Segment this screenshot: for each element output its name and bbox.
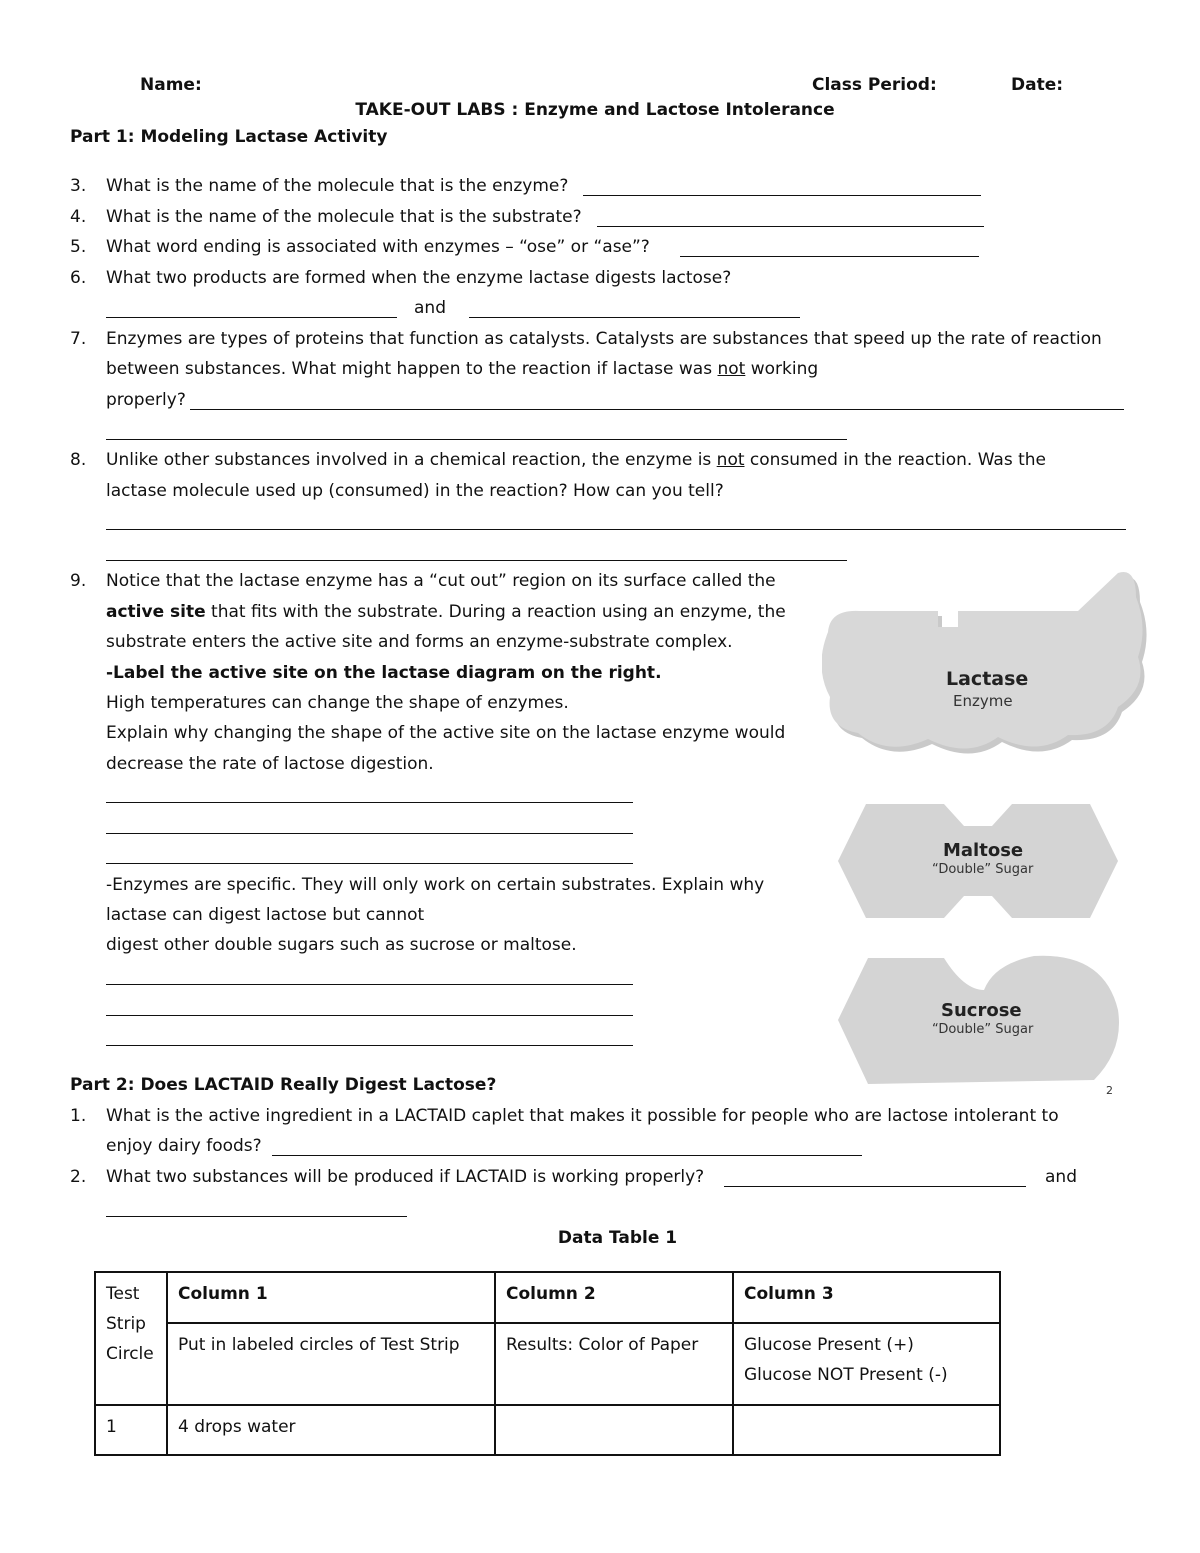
p2-q1-line2: enjoy dairy foods? — [106, 1136, 262, 1156]
column-1-subheader: Put in labeled circles of Test Strip — [167, 1323, 495, 1405]
row-col2-cell[interactable] — [495, 1405, 733, 1455]
q9-answer-line-5[interactable] — [106, 1015, 633, 1016]
column-3-subheader: Glucose Present (+) Glucose NOT Present (-) — [733, 1323, 1000, 1405]
q3-text: What is the name of the molecule that is the enzyme? — [106, 176, 569, 196]
table-caption: Data Table 1 — [557, 1228, 678, 1248]
q3-answer-line[interactable] — [583, 195, 981, 196]
column-3-header: Column 3 — [733, 1272, 1000, 1323]
q4-number: 4. — [70, 207, 87, 227]
q5-number: 5. — [70, 237, 87, 257]
q9-line8: -Enzymes are specific. They will only work on certain substrates. Explain why — [106, 875, 765, 895]
column-2-header: Column 2 — [495, 1272, 733, 1323]
q9-line9: lactase can digest lactose but cannot — [106, 905, 425, 925]
maltose-diagram[interactable] — [834, 796, 1122, 926]
q9-number: 9. — [70, 571, 87, 591]
q8-line1: Unlike other substances involved in a chemical reaction, the enzyme is not consumed in the reaction. Was the — [106, 450, 1046, 470]
q8-answer-line-1[interactable] — [106, 529, 1126, 530]
q9-answer-line-1[interactable] — [106, 802, 633, 803]
date-label: Date: — [1011, 75, 1064, 95]
part2-heading: Part 2: Does LACTAID Really Digest Lactose? — [70, 1075, 497, 1095]
corner-mark: 2 — [1106, 1084, 1113, 1097]
p2-q2-number: 2. — [70, 1167, 87, 1187]
q9-line6: Explain why changing the shape of the active site on the lactase enzyme would — [106, 723, 786, 743]
column-1-header: Column 1 — [167, 1272, 495, 1323]
q8-answer-line-2[interactable] — [106, 560, 847, 561]
p2-q1-number: 1. — [70, 1106, 87, 1126]
q6-answer-line-1[interactable] — [106, 317, 397, 318]
q7-number: 7. — [70, 329, 87, 349]
page-title: TAKE-OUT LABS : Enzyme and Lactose Intolerance — [355, 100, 835, 120]
q9-line7: decrease the rate of lactose digestion. — [106, 754, 434, 774]
q6-and: and — [414, 298, 446, 318]
name-label: Name: — [140, 75, 202, 95]
part1-heading: Part 1: Modeling Lactase Activity — [70, 127, 388, 147]
column-2-subheader: Results: Color of Paper — [495, 1323, 733, 1405]
q9-line5: High temperatures can change the shape of enzymes. — [106, 693, 569, 713]
q9-line2: active site that fits with the substrate. During a reaction using an enzyme, the — [106, 602, 786, 622]
q9-label-instruction: -Label the active site on the lactase diagram on the right. — [106, 663, 662, 683]
sucrose-label: Sucrose — [941, 1000, 1022, 1021]
q7-answer-line-2[interactable] — [106, 439, 847, 440]
q7-line1: Enzymes are types of proteins that function as catalysts. Catalysts are substances that speed up the rate of reaction — [106, 329, 1102, 349]
q6-text: What two products are formed when the enzyme lactase digests lactose? — [106, 268, 732, 288]
row-col1-cell: 4 drops water — [167, 1405, 495, 1455]
q6-number: 6. — [70, 268, 87, 288]
p2-q2-answer-line-2[interactable] — [106, 1216, 407, 1217]
q5-text: What word ending is associated with enzymes – “ose” or “ase”? — [106, 237, 650, 257]
q7-line3: properly? — [106, 390, 186, 410]
maltose-label: Maltose — [943, 840, 1024, 861]
q5-answer-line[interactable] — [680, 256, 979, 257]
q7-line2: between substances. What might happen to the reaction if lactase was not working — [106, 359, 819, 379]
q3-number: 3. — [70, 176, 87, 196]
q9-line1: Notice that the lactase enzyme has a “cut out” region on its surface called the — [106, 571, 776, 591]
p2-q2-answer-line-1[interactable] — [724, 1186, 1026, 1187]
data-table-1 — [94, 1271, 1001, 1456]
q4-text: What is the name of the molecule that is the substrate? — [106, 207, 582, 227]
q8-line2: lactase molecule used up (consumed) in the reaction? How can you tell? — [106, 481, 724, 501]
maltose-sublabel: “Double” Sugar — [932, 862, 1034, 877]
q9-answer-line-3[interactable] — [106, 863, 633, 864]
q7-answer-line-1[interactable] — [190, 409, 1124, 410]
lactase-sublabel: Enzyme — [953, 692, 1013, 710]
p2-q2-text: What two substances will be produced if LACTAID is working properly? — [106, 1167, 705, 1187]
q6-answer-line-2[interactable] — [469, 317, 800, 318]
row-circle-cell: 1 — [95, 1405, 167, 1455]
sucrose-sublabel: “Double” Sugar — [932, 1022, 1034, 1037]
table-row — [95, 1405, 1000, 1455]
q8-number: 8. — [70, 450, 87, 470]
q9-answer-line-4[interactable] — [106, 984, 633, 985]
row-col3-cell[interactable] — [733, 1405, 1000, 1455]
q9-answer-line-6[interactable] — [106, 1045, 633, 1046]
test-strip-circle-header: Test Strip Circle — [95, 1272, 167, 1405]
q4-answer-line[interactable] — [597, 226, 984, 227]
p2-q1-line1: What is the active ingredient in a LACTAID caplet that makes it possible for people who are lactose intolerant to — [106, 1106, 1059, 1126]
class-period-label: Class Period: — [812, 75, 937, 95]
p2-q1-answer-line[interactable] — [272, 1155, 862, 1156]
p2-q2-and: and — [1045, 1167, 1077, 1187]
lactase-label: Lactase — [946, 668, 1029, 690]
q9-line3: substrate enters the active site and forms an enzyme-substrate complex. — [106, 632, 733, 652]
q9-line10: digest other double sugars such as sucrose or maltose. — [106, 935, 577, 955]
q9-answer-line-2[interactable] — [106, 833, 633, 834]
